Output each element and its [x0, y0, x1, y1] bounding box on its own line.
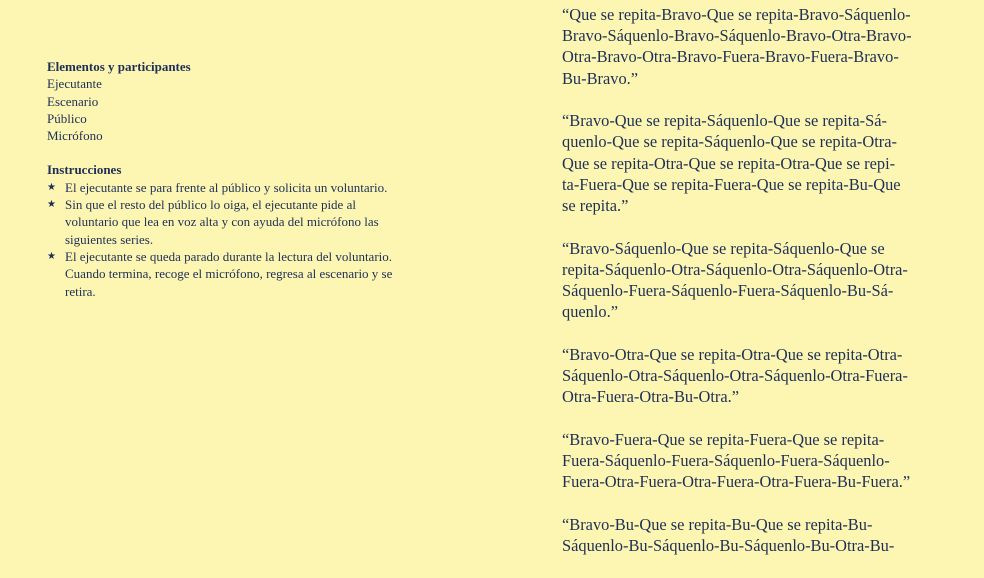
instruction-line: Cuando termina, recoge el micrófono, regresa al escenario y se: [65, 266, 393, 282]
verse-line: “Bravo-Bu-Que se repita-Bu-Que se repita-Bu-: [562, 514, 873, 534]
verse-paragraph: [562, 344, 940, 408]
instruction-line: siguientes series.: [65, 231, 154, 247]
verse-line: Otra-Fuera-Otra-Bu-Otra.”: [562, 387, 740, 407]
element-item: Micrófono: [47, 128, 103, 144]
verse-line: Que se repita-Otra-Que se repita-Otra-Que se repi-: [562, 153, 896, 173]
instruction-line: El ejecutante se queda parado durante la lectura del voluntario.: [65, 248, 393, 264]
instruction-item: [47, 196, 427, 248]
verse-line: ta-Fuera-Que se repita-Fuera-Que se repita-Bu-Que: [562, 174, 901, 194]
verse-paragraph: [562, 238, 940, 323]
verse-line: repita-Sáquenlo-Otra-Sáquenlo-Otra-Sáquenlo-Otra-: [562, 259, 908, 279]
verse-line: Sáquenlo-Bu-Sáquenlo-Bu-Sáquenlo-Bu-Otra-Bu-: [562, 536, 895, 556]
elements-list: [47, 75, 427, 144]
verses-column: [562, 4, 940, 578]
verse-line: Sáquenlo-Otra-Sáquenlo-Otra-Sáquenlo-Otra-Fuera-: [562, 366, 908, 386]
instruction-line: El ejecutante se para frente al público y solicita un voluntario.: [65, 179, 388, 195]
instructions-column: [47, 58, 427, 300]
verse-line: Fuera-Otra-Fuera-Otra-Fuera-Otra-Fuera-Bu-Fuera.”: [562, 472, 911, 492]
instruction-item: [47, 248, 427, 300]
section-spacer: [47, 144, 427, 161]
instruction-line: voluntario que lea en voz alta y con ayuda del micrófono las: [65, 214, 379, 230]
verse-line: “Bravo-Sáquenlo-Que se repita-Sáquenlo-Que se: [562, 238, 885, 258]
verse-line: “Que se repita-Bravo-Que se repita-Bravo-Sáquenlo-: [562, 5, 911, 24]
instructions-heading: Instrucciones: [47, 162, 122, 178]
verse-line: quenlo.”: [562, 302, 618, 322]
elements-heading: Elementos y participantes: [47, 59, 191, 74]
verse-paragraph: [562, 429, 940, 493]
verse-line: “Bravo-Otra-Que se repita-Otra-Que se repita-Otra-: [562, 344, 903, 364]
verse-line: Fuera-Sáquenlo-Fuera-Sáquenlo-Fuera-Sáquenlo-: [562, 451, 890, 471]
star-bullet-icon: ★: [47, 199, 56, 211]
verse-line: Bu-Bravo.”: [562, 68, 639, 88]
instruction-line: Sin que el resto del público lo oiga, el ejecutante pide al: [65, 197, 356, 213]
verse-paragraph: [562, 514, 940, 556]
star-bullet-icon: ★: [47, 250, 56, 262]
instructions-list: [47, 179, 427, 300]
verse-line: “Bravo-Que se repita-Sáquenlo-Que se repita-Sá-: [562, 111, 887, 131]
element-item: Escenario: [47, 93, 99, 109]
verse-line: Otra-Bravo-Otra-Bravo-Fuera-Bravo-Fuera-Bravo-: [562, 47, 899, 67]
element-item: Público: [47, 110, 87, 126]
element-item: Ejecutante: [47, 76, 102, 92]
instruction-item: [47, 179, 427, 196]
verse-line: quenlo-Que se repita-Sáquenlo-Que se repita-Otra-: [562, 132, 897, 152]
verse-paragraph: [562, 110, 940, 216]
verse-line: Sáquenlo-Fuera-Sáquenlo-Fuera-Sáquenlo-Bu-Sá-: [562, 281, 894, 301]
verse-line: se repita.”: [562, 196, 629, 216]
instruction-line: retira.: [65, 283, 96, 299]
star-bullet-icon: ★: [47, 181, 56, 193]
verse-paragraph: [562, 4, 940, 89]
verse-line: Bravo-Sáquenlo-Bravo-Sáquenlo-Bravo-Otra-Bravo-: [562, 26, 912, 46]
verse-line: “Bravo-Fuera-Que se repita-Fuera-Que se repita-: [562, 429, 885, 449]
